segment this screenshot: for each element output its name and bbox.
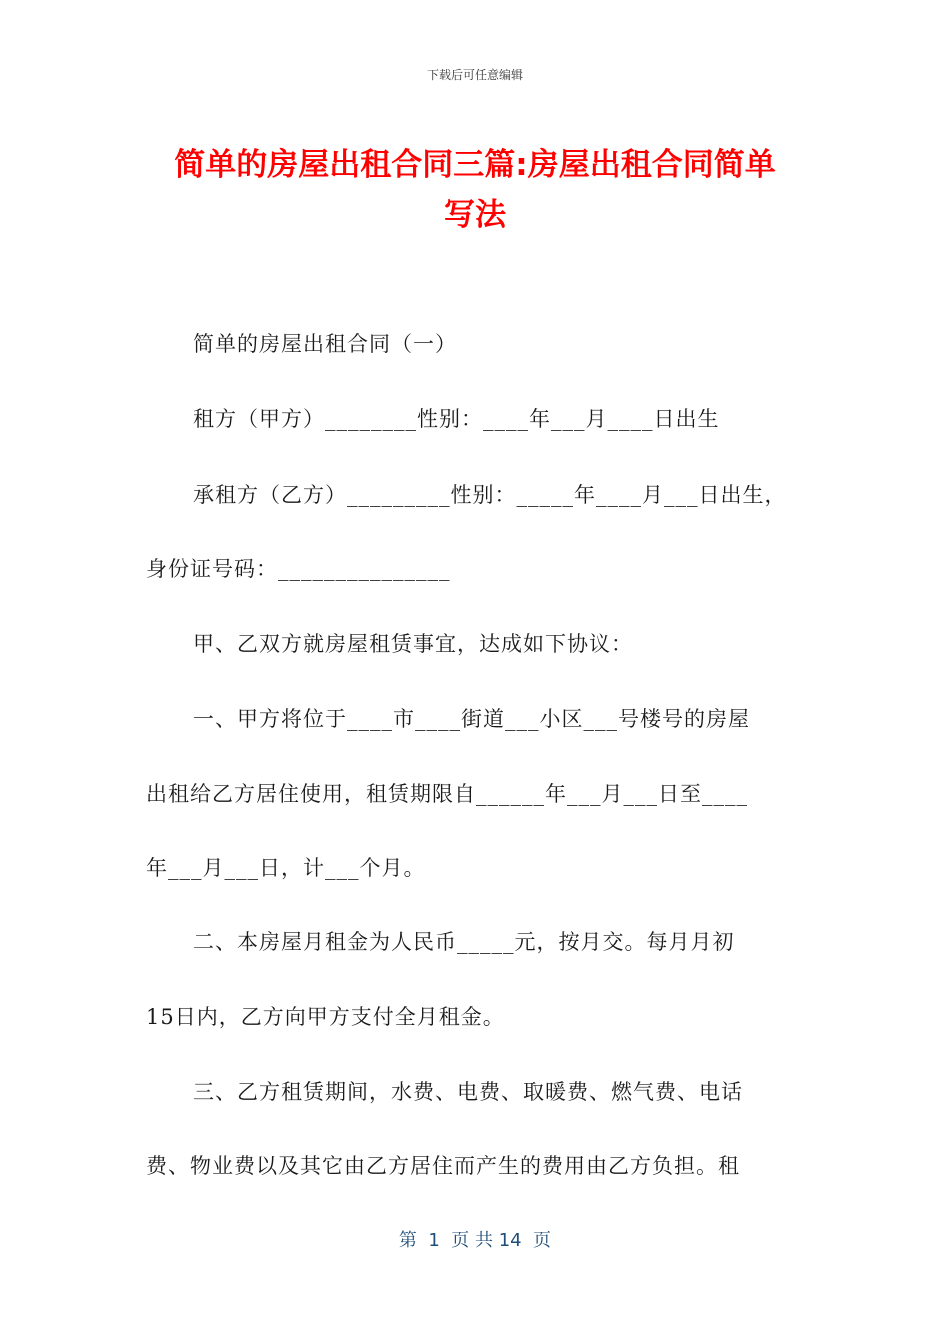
paragraph-line: 年___月___日，计___个月。 — [146, 856, 426, 880]
paragraph-line: 出租给乙方居住使用，租赁期限自______年___月___日至____ — [146, 782, 748, 806]
paragraph-line: 三、乙方租赁期间，水费、电费、取暖费、燃气费、电话 — [193, 1080, 743, 1104]
page-header-note: 下载后可任意编辑 — [426, 68, 523, 82]
paragraph-line: 身份证号码：_______________ — [146, 557, 451, 581]
paragraph-line: 15日内，乙方向甲方支付全月租金。 — [146, 1005, 505, 1029]
title-line-2: 写法 — [444, 197, 506, 233]
paragraph-line: 甲、乙双方就房屋租赁事宜，达成如下协议： — [193, 632, 633, 656]
paragraph-line: 一、甲方将位于____市____街道___小区___号楼号的房屋 — [193, 707, 750, 731]
title-line-1: 简单的房屋出租合同三篇:房屋出租合同简单 — [174, 147, 776, 183]
document-title — [140, 140, 810, 240]
page-number-footer: 第 1 页 共 14 页 — [398, 1230, 552, 1251]
paragraph-line: 二、本房屋月租金为人民币_____元，按月交。每月月初 — [193, 930, 735, 954]
section-heading: 简单的房屋出租合同（一） — [193, 332, 457, 356]
paragraph-line: 费、物业费以及其它由乙方居住而产生的费用由乙方负担。租 — [146, 1154, 740, 1178]
paragraph-line: 租方（甲方）________性别：____年___月____日出生 — [193, 407, 720, 431]
paragraph-line: 承租方（乙方）_________性别：_____年____月___日出生， — [193, 483, 787, 507]
